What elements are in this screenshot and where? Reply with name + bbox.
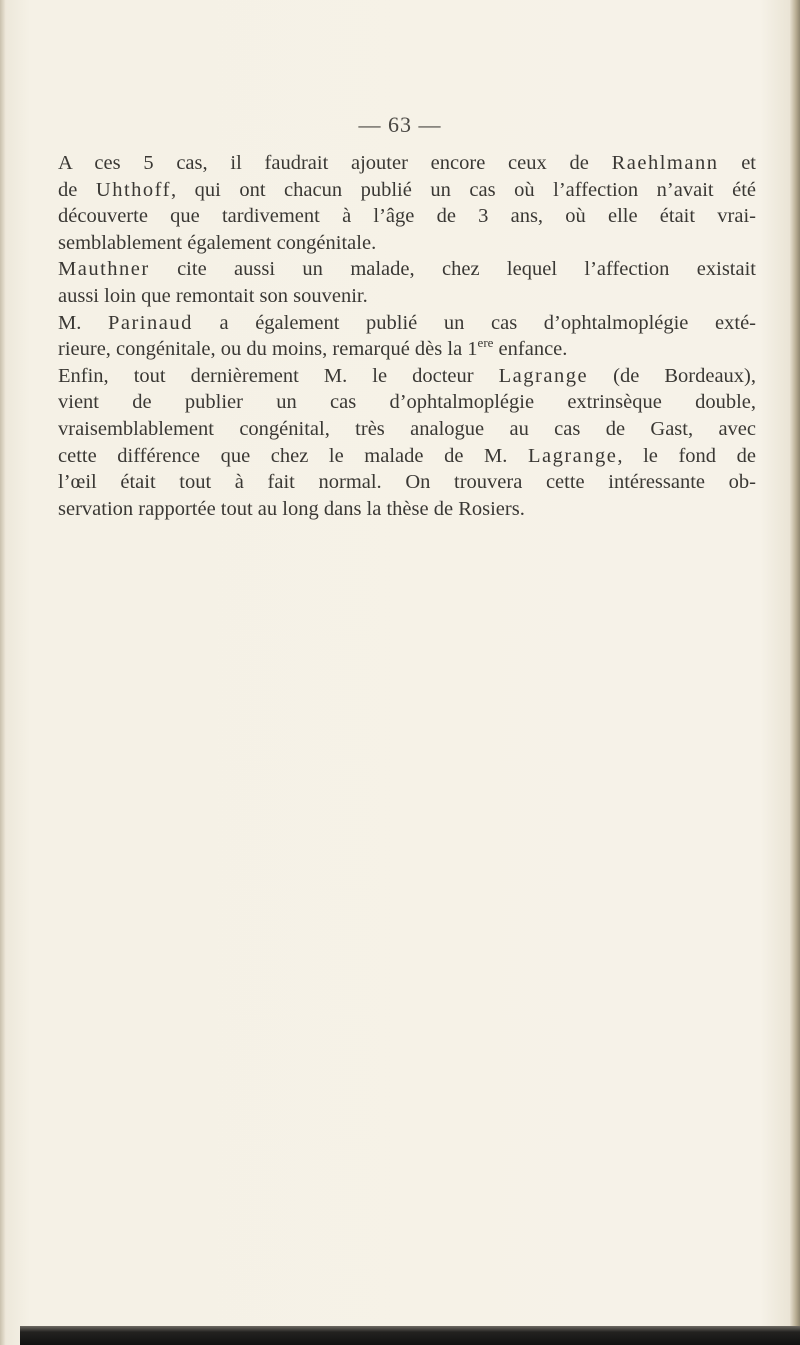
text-segment: et xyxy=(718,152,756,174)
text-line xyxy=(58,150,756,177)
text-segment: cite aussi un malade, chez lequel l’affection existait xyxy=(149,258,756,281)
paragraph xyxy=(58,363,756,523)
text-segment: découverte que tardivement à l’âge de 3 ans, où elle était vrai- xyxy=(58,205,756,228)
text-segment: l’œil était tout à fait normal. On trouvera cette intéressante ob- xyxy=(58,471,756,494)
scan-bottom-shadow xyxy=(20,1326,800,1345)
author-name: Uhthoff xyxy=(95,178,171,201)
text-line xyxy=(58,389,756,416)
page-number: — 63 — xyxy=(358,112,442,137)
author-name: Raehlmann xyxy=(611,152,719,174)
text-segment: , le fond de xyxy=(617,444,756,467)
text-segment: Enfin, tout dernièrement M. le docteur xyxy=(58,364,499,387)
text-line xyxy=(58,310,756,337)
text-segment: semblablement également congénitale. xyxy=(58,231,377,254)
text-line xyxy=(58,256,756,283)
page-left-edge xyxy=(0,0,6,1345)
text-line xyxy=(58,230,756,257)
text-segment: de xyxy=(58,178,96,201)
text-segment: (de Bordeaux), xyxy=(588,364,756,387)
text-segment: cette différence que chez le malade de M. xyxy=(58,444,528,467)
text-line xyxy=(58,469,756,496)
text-line xyxy=(58,416,756,443)
text-segment: aussi loin que remontait son souvenir. xyxy=(58,284,368,307)
text-segment: vraisemblablement congénital, très analogue au cas de Gast, avec xyxy=(58,417,756,440)
text-line xyxy=(58,203,756,230)
text-segment: servation rapportée tout au long dans la thèse de Rosiers. xyxy=(58,497,525,520)
author-name: Lagrange xyxy=(527,444,618,467)
text-line xyxy=(58,496,756,523)
page-right-edge xyxy=(790,0,800,1345)
text-line xyxy=(58,336,756,363)
superscript: ere xyxy=(477,335,494,351)
paragraph xyxy=(58,256,756,309)
text-line xyxy=(58,443,756,470)
text-segment: a également publié un cas d’ophtalmoplégie exté- xyxy=(192,311,756,334)
text-segment: M. xyxy=(58,311,108,334)
author-name: Parinaud xyxy=(107,311,193,334)
author-name: Lagrange xyxy=(498,364,589,387)
text-segment: enfance. xyxy=(493,338,568,361)
text-line xyxy=(58,177,756,204)
text-segment: rieure, congénitale, ou du moins, remarqué dès la 1 xyxy=(58,338,478,361)
text-line xyxy=(58,283,756,310)
text-line xyxy=(58,363,756,390)
text-segment: A ces 5 cas, il faudrait ajouter encore ceux de xyxy=(58,152,612,174)
text-segment: vient de publier un cas d’ophtalmoplégie extrinsèque double, xyxy=(58,391,756,414)
body-text xyxy=(58,150,756,522)
paragraph xyxy=(58,310,756,363)
paragraph xyxy=(58,150,756,256)
text-segment: , qui ont chacun publié un cas où l’affection n’avait été xyxy=(170,178,757,201)
author-name: Mauthner xyxy=(58,258,150,281)
